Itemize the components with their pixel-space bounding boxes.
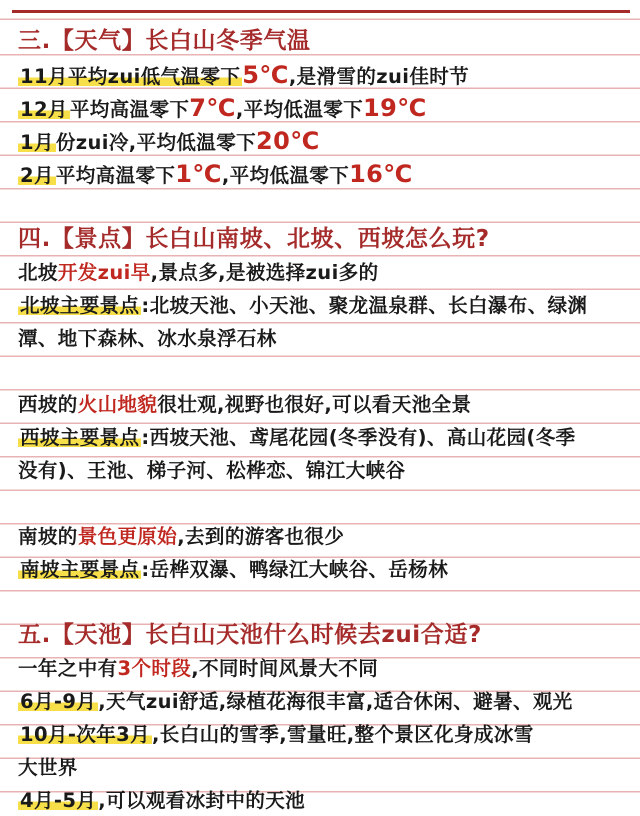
south-spots: [18, 555, 630, 585]
section3-heading: 三.【天气】长白山冬季气温: [18, 28, 311, 54]
west-c: 很壮观,视野也很好,可以看天池全景: [157, 393, 472, 416]
top-rule: [12, 10, 630, 13]
south-intro: [18, 522, 630, 552]
west-a: 西坡的: [18, 393, 78, 416]
section4-heading: 四.【景点】长白山南坡、北坡、西坡怎么玩?: [18, 226, 490, 252]
north-c: ,景点多,是被选择zui多的: [150, 261, 379, 284]
summer-text: ,天气zui舒适,绿植花海很丰富,适合休闲、避暑、观光: [98, 690, 573, 713]
dec-high-label: 平均高温零下: [69, 98, 190, 121]
feb-high-label: 平均高温零下: [55, 164, 176, 187]
south-a: 南坡的: [18, 525, 78, 548]
jan-low: 20℃: [256, 127, 320, 155]
north-spots-text: :北坡天池、小天池、聚龙温泉群、长白瀑布、绿渊: [141, 294, 588, 317]
nov-note: ,是滑雪的zui佳时节: [288, 65, 470, 88]
nov-temp: 5℃: [242, 61, 289, 89]
section3-line-jan: [18, 126, 630, 156]
period-winter: [18, 720, 630, 750]
winter-text: ,长白山的雪季,雪量旺,整个景区化身成冰雪: [152, 723, 534, 746]
north-spots-cont: 潭、地下森林、冰水泉浮石林: [18, 327, 277, 350]
feb-high: 1℃: [175, 160, 222, 188]
jan-month: 1月: [20, 131, 54, 154]
south-spots-text: :岳桦双瀑、鸭绿江大峡谷、岳杨林: [141, 558, 449, 581]
section5-heading: 五.【天池】长白山天池什么时候去zui合适?: [18, 622, 482, 648]
feb-low-label: ,平均低温零下: [221, 164, 350, 187]
north-spots: [18, 291, 630, 321]
south-c: ,去到的游客也很少: [177, 525, 345, 548]
dec-low-label: ,平均低温零下: [235, 98, 364, 121]
period-summer: [18, 687, 630, 717]
feb-low: 16℃: [349, 160, 413, 188]
north-a: 北坡: [18, 261, 58, 284]
feb-month: 2月: [20, 164, 54, 187]
jan-text: 份zui冷,平均低温零下: [55, 131, 256, 154]
section3-line-feb: [18, 159, 630, 189]
period-winter-cont: 大世界: [18, 756, 78, 779]
intro-c: ,不同时间风景大不同: [191, 657, 379, 680]
dec-high: 7℃: [189, 94, 236, 122]
period-spring: [18, 786, 630, 816]
intro-a: 一年之中有: [18, 657, 118, 680]
west-spots: [18, 423, 630, 453]
dec-month: 12月: [20, 98, 68, 121]
south-spots-label: 南坡主要景点: [20, 558, 140, 581]
section3-line-nov: [18, 60, 630, 90]
spring-text: ,可以观看冰封中的天池: [98, 789, 306, 812]
west-highlight: 火山地貌: [77, 393, 158, 416]
section3-line-dec: [18, 93, 630, 123]
spring-label: 4月-5月: [20, 789, 97, 812]
west-spots-label: 西坡主要景点: [20, 426, 140, 449]
north-spots-label: 北坡主要景点: [20, 294, 140, 317]
nov-text: 11月平均zui低气温零下: [20, 65, 241, 88]
south-highlight: 景色更原始: [77, 525, 178, 548]
west-spots-text: :西坡天池、鸢尾花园(冬季没有)、高山花园(冬季: [141, 426, 576, 449]
intro-highlight: 3个时段: [117, 657, 192, 680]
west-intro: [18, 390, 630, 420]
west-spots-cont: 没有)、王池、梯子河、松桦恋、锦江大峡谷: [18, 459, 406, 482]
north-intro: [18, 258, 630, 288]
summer-label: 6月-9月: [20, 690, 97, 713]
dec-low: 19℃: [363, 94, 427, 122]
winter-label: 10月-次年3月: [20, 723, 150, 746]
north-highlight: 开发zui早: [57, 261, 151, 284]
tianchi-intro: [18, 654, 630, 684]
